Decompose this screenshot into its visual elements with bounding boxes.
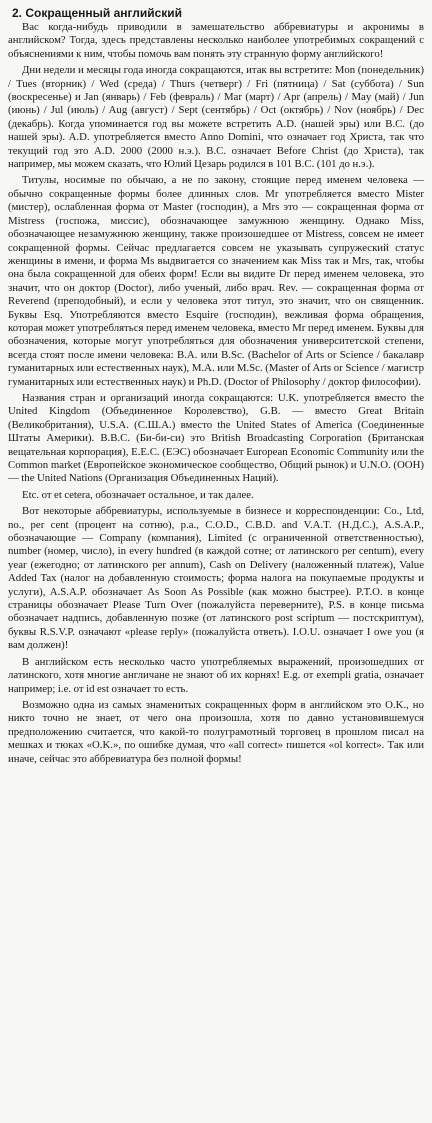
paragraph-latin: В английском есть несколько часто употребляемых выражений, произошедших от латинского, хотя многие англичане не знают об их корнях! E.g. от exempli gratia, означает например; i.e. от id est означает то есть. xyxy=(8,655,424,695)
paragraph-titles: Титулы, носимые по обычаю, а не по закону, стоящие перед именем человека — обычно сокращенные формы более длинных слов. Mr употребляется вместо Mister (мистер), ослабленная форма от Master (господин), а Mrs это — сокращенная форма от Mistress (госпожа, миссис), обозначающее замужнюю женщину. Однако Miss, обозначающее незамужнюю женщину, также произошедшее от Mistress, совсем не имеет сокращенной формы. Сейчас предлагается совсем не указывать супружеский статус женщины в имени, и форма Ms выдвигается со значением как Miss так и Mrs, так, чтобы она была сокращенной для обеих форм! Если вы видите Dr перед именем человека, это значит, что он доктор (Doctor), либо ученый, либо врач. Rev. — сокращенная форма от Reverend (преподобный), и если у человека этот титул, это значит, что он священник. Буквы Esq. Употребляются вместо Esquire (господин), вежливая форма обращения, которая может употребляться перед именем человека, вместо Mr перед именем. Буквы для обозначения, которые могут употребляться для обозначения университетской степени, всегда стоят после имени человека: B.A. или B.Sc. (Bachelor of Arts or Science / бакалавр гуманитарных или естественных наук), M.A. или M.Sc. (Master of Arts or Science / магистр гуманитарных или естественных наук) и Ph.D. (Doctor of Philosophy / доктор философии). xyxy=(8,174,424,388)
paragraph-ok: Возможно одна из самых знаменитых сокращенных форм в английском это O.K., но никто точно не знает, от чего она произошла, хотя по давно установившемуся предположению считается, что какой-то полуграмотный торговец в прошлом писал на мешках и тюках «O.K.», по ошибке думая, что «all correct» пишется «ol korrect». Так или иначе, сейчас это аббревиатура без полной формы! xyxy=(8,698,424,765)
paragraph-business: Вот некоторые аббревиатуры, используемые в бизнесе и корреспонденции: Co., Ltd, no., per cent (процент на сотню), p.a., C.O.D., C.B.D. and V.A.T. (Н.Д.С.), A.S.A.P., обозначающие — Company (компания), Limited (с ограниченной ответственностью), number (номер, число), in every hundred (в каждой сотне; от латинского per centum), every year (ежегодно; от латинского per annum), Cash on Delivery (наложенный платеж), Value Added Tax (налог на добавленную стоимость; форма налога на покупаемые продукты и услуги), A.S.A.P. обозначает As Soon As Possible (как можно быстрее). P.T.O. в конце страницы обозначает Please Turn Over (пожалуйста переверните), P.S. в конце письма обозначает надпись, добавленную позже (от латинского post scriptum — постскриптум), буквы R.S.V.P. означают «please reply» (пожалуйста ответь). I.O.U. означает I owe you (я вам должен)! xyxy=(8,505,424,652)
paragraph-days-months: Дни недели и месяцы года иногда сокращаются, итак вы встретите: Mon (понедельник) / Tues (вторник) / Wed (среда) / Thurs (четверг) / Fri (пятница) / Sat (суббота) / Sun (воскресенье) и Jan (январь) / Feb (февраль) / Mar (март) / Apr (апрель) / May (май) / Jun (июнь) / Jul (июль) / Aug (август) / Sept (сентябрь) / Oct (октябрь) / Nov (ноябрь) / Dec (декабрь). Когда упоминается год вы можете встретить A.D. (нашей эры) или B.C. (до нашей эры). A.D. употребляется вместо Anno Domini, что означает год Христа, так что текущий год это A.D. 2000 (2000 н.э.). B.C. означает Before Christ (до Христа), так например, мы можем сказать, что Юлий Цезарь родился в 101 B.C. (101 до н.э.). xyxy=(8,64,424,171)
section-title: 2. Сокращенный английский xyxy=(12,6,183,20)
paragraph-intro: Вас когда-нибудь приводили в замешательство аббревиатуры и акронимы в английском? Тогда, здесь представлены несколько наиболее употребимых сокращений с объяснениями к ним, чтобы помочь вам понять эту странную форму английского! xyxy=(8,21,424,60)
paragraph-countries: Названия стран и организаций иногда сокращаются: U.K. употребляется вместо the United Kingdom (Объединенное Королевство), G.B. — вместо Great Britain (Великобритания), U.S.A. (С.Ш.А.) вместо the United States of America (Соединенные Штаты Америки). B.B.C. (Би-би-си) это British Broadcasting Corporation (Британская вещательная корпорация), E.E.C. (ЕЭС) обозначает European Economic Community или the Common market (Европейское экономическое сообщество, Общий рынок) и U.N.O. (ООН) — the United Nations (Организация Объединенных Наций). xyxy=(8,391,424,485)
paragraph-etc: Etc. от et cetera, обозначает остальное, и так далее. xyxy=(22,488,254,501)
